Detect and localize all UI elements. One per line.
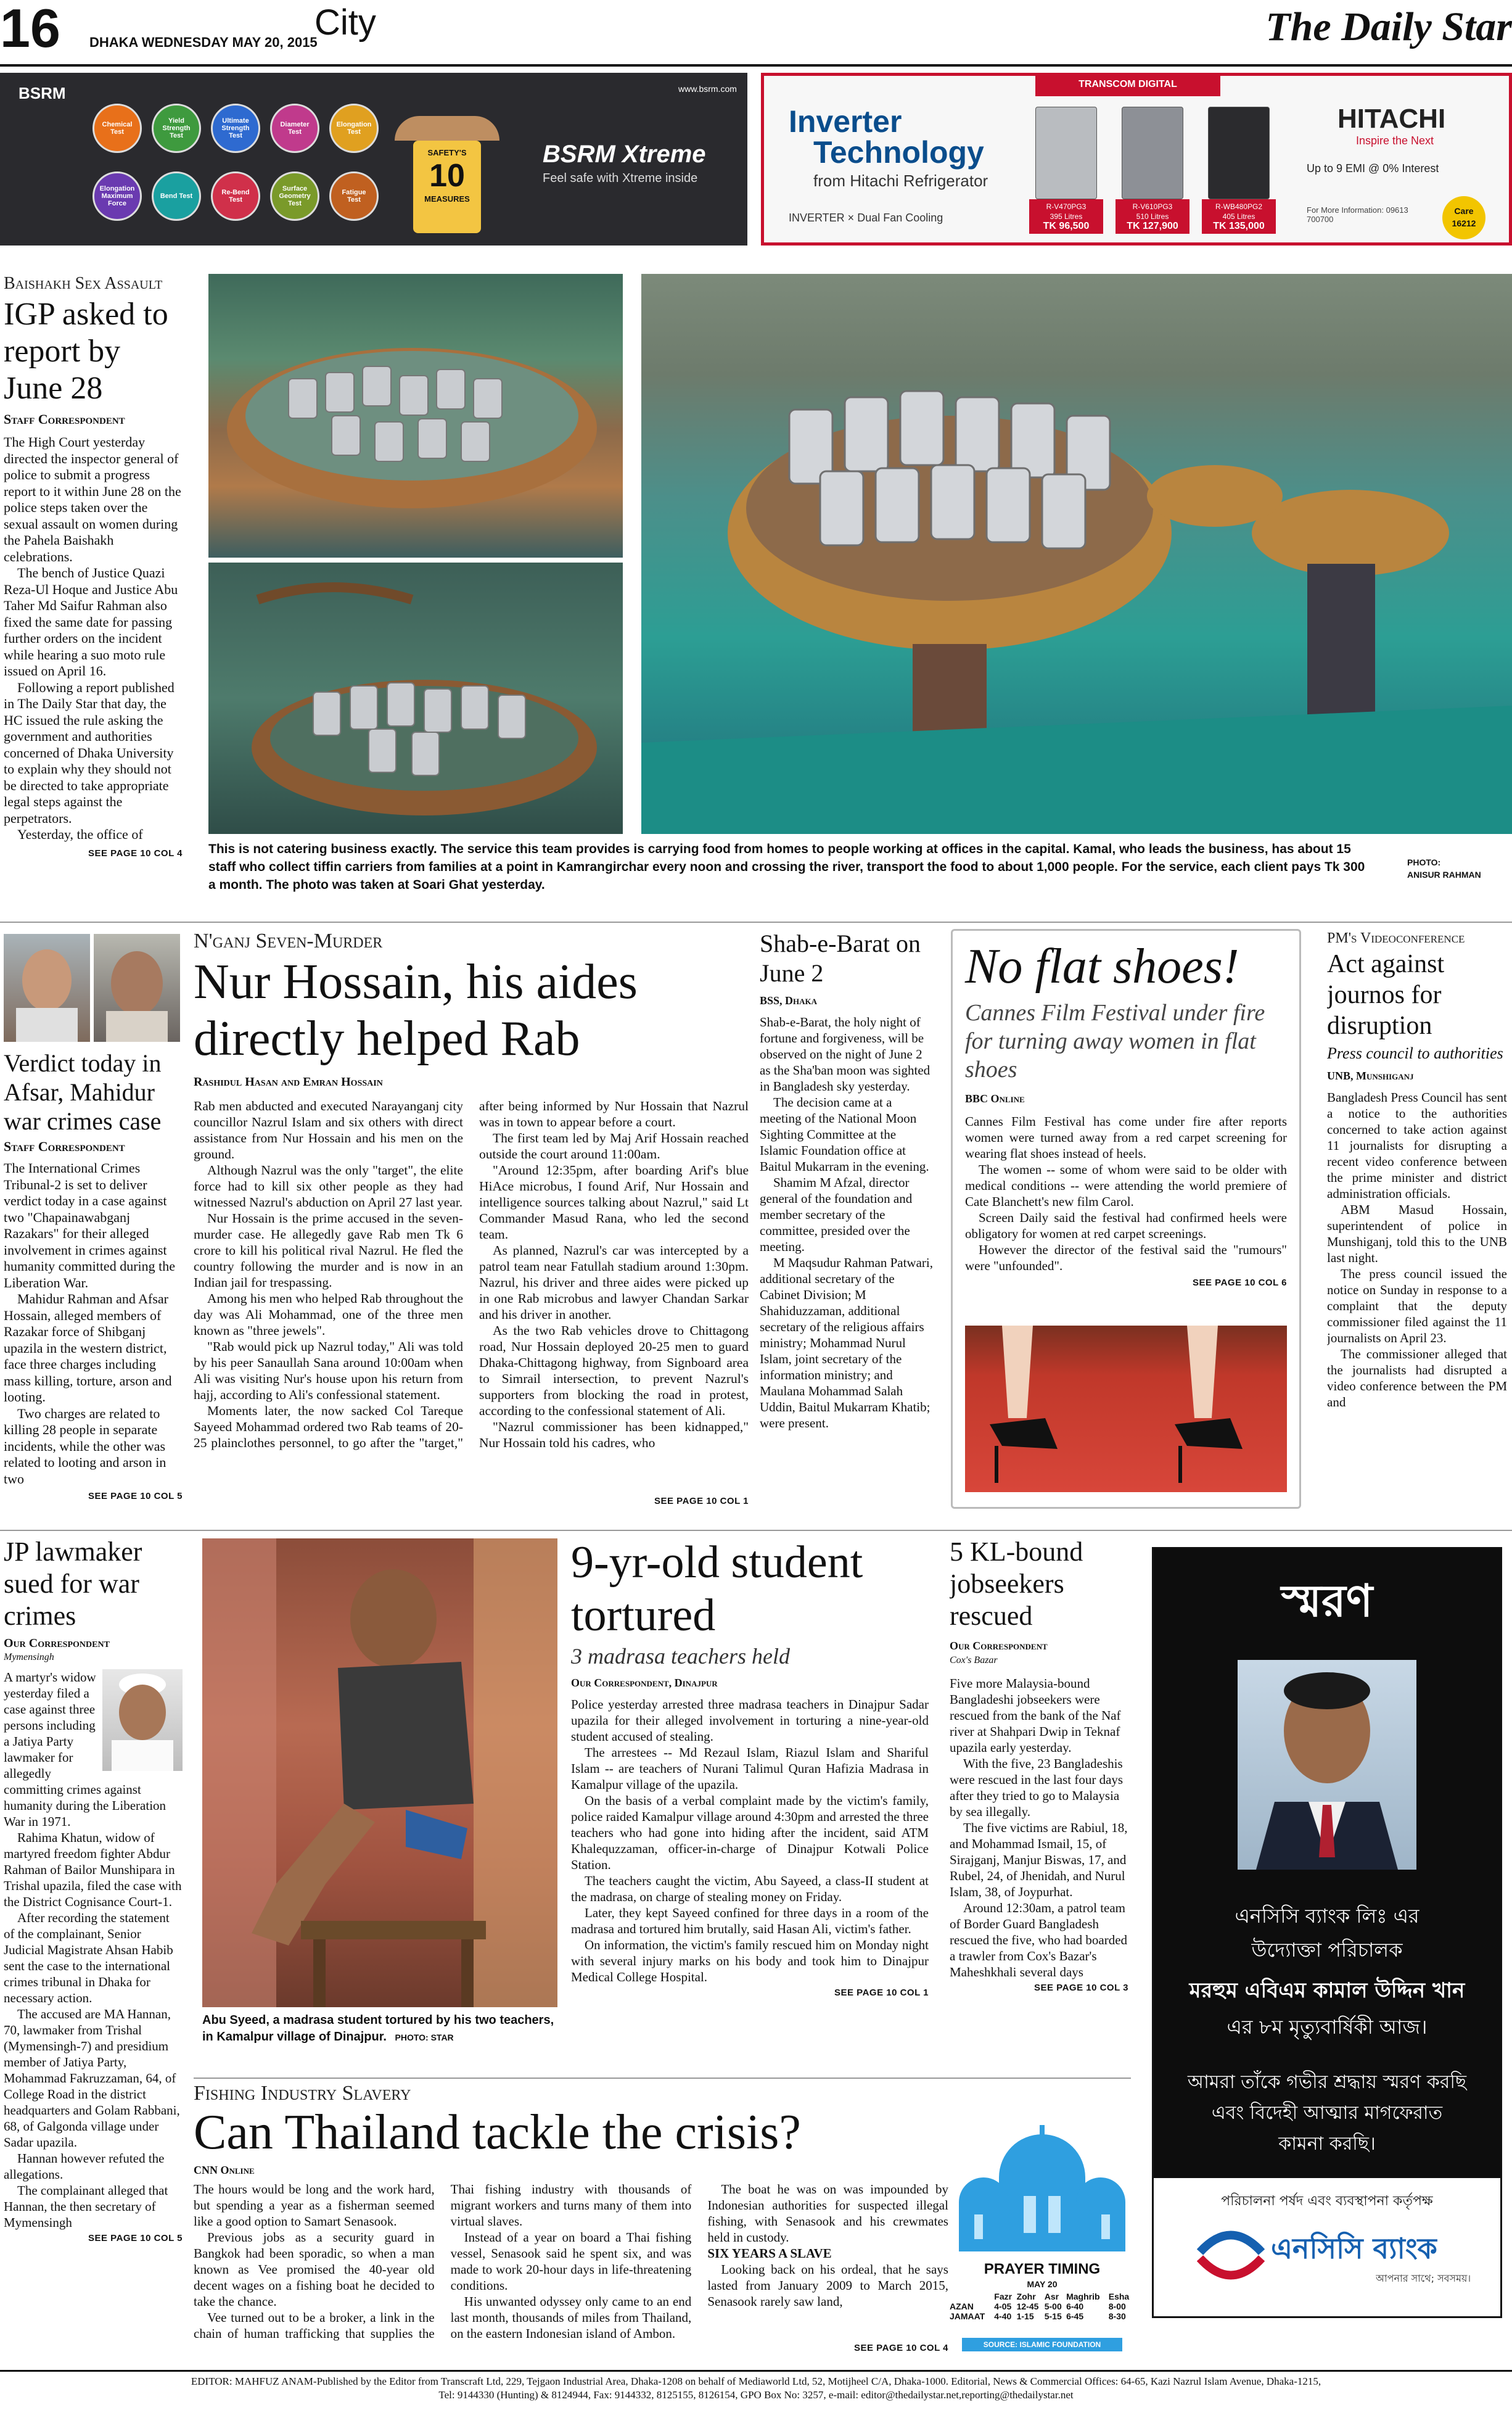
- masthead: [0, 0, 1512, 68]
- hitachi-subtitle: from Hitachi Refrigerator: [813, 171, 988, 190]
- story-kl-jobseekers[interactable]: [950, 1536, 1128, 2103]
- paragraph: The press council issued the notice on Sunday in response to a complaint that the deputy commissioner filed against the 11 journalists on April 23.: [1327, 1266, 1507, 1345]
- fridge-size: 510 Litres: [1136, 212, 1169, 221]
- paragraph: The International Crimes Tribunal-2 is set to deliver verdict today in a case against two "Chapainawabganj Razakars" for their alleged involvement in crimes against humanity committed during the Liberation War.: [4, 1160, 176, 1290]
- ad-memorial[interactable]: [1152, 1547, 1502, 2318]
- paper-logo: The Daily Star: [1265, 4, 1512, 49]
- hitachi-brand-tag: Inspire the Next: [1356, 134, 1434, 147]
- fridge-model: R-V610PG3: [1132, 202, 1173, 211]
- mosque-icon: [950, 2110, 1135, 2264]
- fridge-price-tag: [1116, 199, 1189, 234]
- caption-text: Abu Syeed, a madrasa student tortured by his two teachers, in Kamalpur village of Dinajpur.: [202, 2013, 554, 2044]
- fridge-model-card: [1202, 101, 1276, 242]
- bsrm-brand: BSRM: [18, 84, 66, 102]
- prayer-header: Fazr: [994, 2292, 1013, 2301]
- deck: 3 madrasa teachers held: [571, 1644, 790, 1669]
- deck: Press council to authorities: [1327, 1044, 1503, 1062]
- paragraph: SIX YEARS A SLAVE: [707, 2246, 832, 2261]
- dateline-place: Mymensingh: [4, 1652, 54, 1662]
- paragraph: Rahima Khatun, widow of martyred freedom fighter Abdur Rahman of Bailor Munshipara in Trishal upazila, filed the case with the District Cognisance Court-1.: [4, 1830, 182, 1909]
- bsrm-url: www.bsrm.com: [678, 84, 737, 94]
- paragraph: The High Court yesterday directed the inspector general of police to submit a progress report to it within June 28 on the police steps taken over the sexual assault on women during the Pahela Baishakh celebrations.: [4, 434, 181, 564]
- byline: BBC Online: [965, 1092, 1025, 1105]
- photo-accused-2: [94, 934, 180, 1042]
- story-pm-videoconference[interactable]: [1327, 929, 1507, 1509]
- paragraph: Shab-e-Barat, the holy night of fortune and forgiveness, will be observed on the night of June 2 as the Sha'ban moon was sighted in Bangladesh sky yesterday.: [760, 1015, 931, 1094]
- see-page[interactable]: SEE PAGE 10 COL 1: [654, 1496, 749, 1506]
- paragraph: Among his men who helped Rab throughout the day was Ali Mohammad, one of the three men known as "three jewels".: [194, 1291, 463, 1338]
- paragraph: Rab men abducted and executed Narayanganj city councillor Nazrul Islam and six others with direct assistance from Nur Hossain and his men on the ground.: [194, 1099, 463, 1162]
- footer-imprint: [0, 2375, 1512, 2402]
- story-nur[interactable]: [194, 929, 749, 1509]
- bsrm-test-badge: Diameter Test: [270, 104, 319, 153]
- memorial-line-2: উদ্যোক্তা পরিচালক: [1251, 1938, 1403, 1962]
- fridge-icon: [1208, 107, 1270, 199]
- paragraph: Hannan however refuted the allegations.: [4, 2151, 165, 2182]
- headline: JP lawmaker sued for war crimes: [4, 1537, 142, 1631]
- memorial-line-7: কামনা করছি।: [1278, 2133, 1376, 2155]
- dateline-place: Cox's Bazar: [950, 1655, 998, 1665]
- student-photo-caption: [202, 2012, 557, 2046]
- photo-credit-label: PHOTO:: [1407, 857, 1441, 867]
- headline: Nur Hossain, his aides directly helped Rab: [194, 955, 638, 1066]
- footer-rule: [0, 2370, 1512, 2372]
- byline: Staff Correspondent: [4, 1139, 125, 1154]
- byline: Our Correspondent: [950, 1640, 1048, 1652]
- story-body: [1327, 1089, 1507, 1410]
- paragraph: As planned, Nazrul's car was intercepted by a patrol team near Fatullah stadium around 1:30pm. Nazrul, his driver and three aides were picked up in one Rab microbus and lawyer Chandan Sarkar and his driver in another.: [479, 1243, 749, 1322]
- prayer-time: 4-05: [994, 2301, 1012, 2311]
- paragraph: Bangladesh Press Council has sent a notice to the authorities concerned to take action against 11 journalists for disrupting a recent video conference between the prime minister and district administration officials.: [1327, 1090, 1507, 1201]
- paragraph: Around 12:30am, a patrol team of Border Guard Bangladesh rescued the five, who had boarded a trawler from Cox's Bazar's Maheshkhali several days: [950, 1900, 1128, 1979]
- portrait-graphic: [1238, 1660, 1416, 1870]
- see-page[interactable]: SEE PAGE 10 COL 6: [1193, 1277, 1287, 1288]
- photo-boat-bottom-left: [208, 563, 623, 834]
- paragraph: The decision came at a meeting of the National Moon Sighting Committee at the Islamic Foundation office at Baitul Mukarram in the evening.: [760, 1095, 929, 1174]
- imprint-line-1: EDITOR: MAHFUZ ANAM-Published by the Editor from Transcraft Ltd, 229, Tejgaon Industrial Area, Dhaka-1208 on behalf of Mediaworld Ltd, 52, Motijheel C/A, Dhaka-1000. Editorial, News & Commercial Offices: 64-65, Kazi Nazrul Islam Avenue, Dhaka-1215,: [191, 2375, 1321, 2387]
- paragraph: The bench of Justice Quazi Reza-Ul Hoque and Justice Abu Taher Md Saifur Rahman also fixed the same date for passing further orders on the incident while hearing a suo moto rule issued on April 16.: [4, 565, 178, 679]
- headline: 5 KL-bound jobseekers rescued: [950, 1537, 1083, 1631]
- story-body: [4, 1160, 183, 1487]
- bsrm-test-badge: Bend Test: [152, 171, 201, 221]
- fridge-model: R-V470PG3: [1046, 202, 1087, 211]
- byline: Staff Correspondent: [4, 411, 125, 427]
- fridge-model-card: [1116, 101, 1189, 242]
- prayer-timing-box: [950, 2110, 1135, 2356]
- see-page[interactable]: SEE PAGE 10 COL 5: [88, 2233, 183, 2243]
- prayer-time: 8-30: [1108, 2311, 1126, 2321]
- dateline: DHAKA WEDNESDAY MAY 20, 2015: [89, 35, 318, 50]
- prayer-title: PRAYER TIMING: [984, 2261, 1101, 2277]
- imprint-line-2: Tel: 9144330 (Hunting) & 8124944, Fax: 9144332, 8125155, 8126154, GPO Box No: 3257, e-mail: editor@thedailystar.net,reporting@thedailystar.net: [438, 2389, 1074, 2401]
- tiffin-boat-graphic: [208, 563, 623, 834]
- paragraph: Yesterday, the office of: [17, 827, 143, 842]
- story-thailand[interactable]: [194, 2081, 948, 2359]
- page-number: 16: [0, 0, 60, 57]
- story-shab[interactable]: [760, 929, 935, 1509]
- bsrm-tagline: Feel safe with Xtreme inside: [543, 171, 698, 185]
- story-body: [194, 1098, 749, 1496]
- kicker: Baishakh Sex Assault: [4, 274, 163, 293]
- photo-boat-top-left: [208, 274, 623, 558]
- story-flat-shoes[interactable]: [951, 929, 1301, 1509]
- photo-credit: ANISUR RAHMAN: [1407, 870, 1481, 880]
- prayer-time: 6-45: [1066, 2311, 1084, 2321]
- headline: 9-yr-old student tortured: [571, 1537, 863, 1641]
- prayer-time: 12-45: [1016, 2301, 1039, 2311]
- ad-bsrm[interactable]: [0, 73, 747, 246]
- fridge-model: R-WB480PG2: [1215, 202, 1263, 211]
- byline: Our Correspondent: [4, 1636, 110, 1650]
- paragraph: Instead of a year on board a Thai fishing vessel, Senasook said he spent six, and was made to work 20-hour days in life-threatening conditions.: [450, 2230, 692, 2293]
- paragraph: Shamim M Afzal, director general of the foundation and member secretary of the committee, presided over the meeting.: [760, 1175, 913, 1254]
- paragraph: However the director of the festival said the "rumours" were "unfounded".: [965, 1242, 1287, 1273]
- headline: Act against journos for disruption: [1327, 950, 1445, 1040]
- paragraph: The commissioner alleged that the journalists had disrupted a video conference between the PM and: [1327, 1347, 1507, 1409]
- prayer-row-label: JAMAAT: [950, 2311, 985, 2321]
- bsrm-test-badge: Yield Strength Test: [152, 104, 201, 153]
- kicker: N'ganj Seven-Murder: [194, 930, 383, 952]
- divider: [0, 1530, 1512, 1531]
- paragraph: Mahidur Rahman and Afsar Hossain, alleged members of Razakar force of Shibganj upazila in the western district, face three charges including mass killing, torture, arson and looting.: [4, 1291, 172, 1405]
- photo-caption: This is not catering business exactly. The service this team provides is carrying food from homes to people working at offices in the capital. Kamal, who leads the business, has about 15 staff who collect tiffin carriers from families at a point in Kamrangirchar every noon and crossing the river, transport the food to about 1,000 people. For the service, each client pays Tk 300 a month. The photo was taken at Soari Ghat yesterday.: [208, 842, 1365, 892]
- story-jp-lawmaker[interactable]: [4, 1536, 183, 2359]
- hitachi-features: INVERTER × Dual Fan Cooling: [789, 212, 943, 224]
- bsrm-product: BSRM Xtreme: [543, 141, 706, 168]
- deck: Cannes Film Festival under fire for turning away women in flat shoes: [965, 1000, 1265, 1083]
- paragraph: The first team led by Maj Arif Hossain reached outside the court around 11:00am.: [479, 1131, 749, 1162]
- paragraph: Later, they kept Sayeed confined for three days in a room of the madrasa and tortured him brutally, said Hasan Ali, victim's father.: [571, 1905, 929, 1936]
- paragraph: Looking back on his ordeal, that he says lasted from January 2009 to March 2015, Senasook rarely saw land,: [707, 2262, 948, 2309]
- fridge-icon: [1122, 107, 1183, 199]
- bsrm-test-badge: Chemical Test: [92, 104, 142, 153]
- student-graphic: [202, 1538, 557, 2007]
- portrait-graphic: [4, 934, 90, 1042]
- fridge-lineup: [1029, 101, 1288, 242]
- headline: Can Thailand tackle the crisis?: [194, 2105, 801, 2160]
- paragraph: The complainant alleged that Hannan, the then secretary of Mymensingh: [4, 2183, 168, 2230]
- fridge-price-tag: [1029, 199, 1103, 234]
- fridge-price: TK 135,000: [1213, 221, 1265, 231]
- prayer-time: 5-15: [1044, 2311, 1062, 2321]
- divider: [0, 922, 1512, 923]
- bsrm-test-badge: Ultimate Strength Test: [211, 104, 260, 153]
- photo-credit: PHOTO: STAR: [395, 2032, 454, 2042]
- section-name: City: [314, 2, 376, 43]
- prayer-time: 5-00: [1044, 2301, 1062, 2311]
- paragraph: "Nazrul commissioner has been kidnapped," Nur Hossain told his cadres, who: [479, 1419, 749, 1450]
- paragraph: As the two Rab vehicles drove to Chittagong road, Nur Hossain deployed 20-25 men to guard Dhaka-Chittagong highway, from Signboard area to Simrail intersection, to prevent Nazrul's supporters from blocking the road in protest, according to the confessional statement of Ali.: [479, 1323, 749, 1418]
- paragraph: The women -- some of whom were said to be older with medical conditions -- were attending the world premiere of Cate Blanchett's new film Carol.: [965, 1162, 1287, 1209]
- prayer-date: MAY 20: [1027, 2279, 1058, 2289]
- prayer-time: 1-15: [1016, 2311, 1034, 2321]
- masthead-rule: [0, 64, 1512, 67]
- paragraph: Cannes Film Festival has come under fire after reports women were turned away from a red carpet screening for wearing flat shoes instead of heels.: [965, 1114, 1287, 1161]
- byline: BSS, Dhaka: [760, 994, 818, 1007]
- hitachi-offer: Up to 9 EMI @ 0% Interest: [1307, 162, 1439, 175]
- photo-accused-1: [4, 934, 90, 1042]
- ncc-bank-tagline: আপনার সাথে; সবসময়।: [1376, 2272, 1471, 2284]
- paragraph: The arrestees -- Md Rezaul Islam, Riazul Islam and Shariful Islam -- are teachers of Nurani Talimul Quran Hafizia Madrasa in Kamalpur village of the upazila.: [571, 1745, 929, 1792]
- fridge-size: 405 Litres: [1222, 212, 1255, 221]
- prayer-time: 6-40: [1066, 2301, 1084, 2311]
- fridge-price: TK 96,500: [1043, 221, 1090, 231]
- paragraph: Moments later, the now sacked Col Tareque Sayeed Mohammad ordered two Rab teams of 20-25 plainclothes personnel, to go after the "target," after being informed by Nur Hossain that Nazrul was in town to appear before a court.: [194, 1099, 749, 1450]
- bsrm-test-badge: Elongation Maximum Force: [92, 171, 142, 221]
- headline: Shab-e-Barat on June 2: [760, 930, 921, 987]
- portrait-graphic: [102, 1669, 183, 1771]
- porter-baskets-graphic: [641, 274, 1512, 834]
- paragraph: The hours would be long and the work hard, but spending a year as a fisherman seemed like a good option to Samart Senasook.: [194, 2182, 435, 2229]
- prayer-source: SOURCE: ISLAMIC FOUNDATION: [962, 2338, 1122, 2351]
- prayer-header-row: [950, 2292, 1135, 2301]
- story-body: [965, 1113, 1287, 1274]
- headline: No flat shoes!: [965, 939, 1239, 994]
- bsrm-test-badge: Elongation Test: [329, 104, 379, 153]
- paragraph: A martyr's widow yesterday filed a case against three persons including a Jatiya Party lawmaker for allegedly committing crimes against humanity during the Liberation War in 1971.: [4, 1670, 166, 1829]
- prayer-row-azan: [950, 2301, 1135, 2311]
- prayer-time: 8-00: [1108, 2301, 1126, 2311]
- fridge-icon: [1035, 107, 1097, 199]
- photo-red-carpet: [965, 1326, 1287, 1492]
- prayer-time: 4-40: [994, 2311, 1012, 2321]
- story-body: [950, 1675, 1128, 1980]
- fridge-price-tag: [1202, 199, 1276, 234]
- byline: Our Correspondent, Dinajpur: [571, 1677, 718, 1689]
- photo-tortured-student: [202, 1538, 557, 2007]
- paragraph: Vee turned out to be a broker, a link in the chain of human trafficking that supplies the Thai fishing industry with thousands of migrant workers and turns many of them into virtual slaves.: [194, 2182, 692, 2341]
- memorial-line-5: আমরা তাঁকে গভীর শ্রদ্ধায় স্মরণ করছি: [1187, 2071, 1467, 2093]
- prayer-header: Zohr: [1016, 2292, 1036, 2301]
- paragraph: "Rab would pick up Nazrul today," Ali was told by his peer Sanaullah Sana around 10:00am when Ali was visiting Nur's house upon his return from hajj, according to Ali's confessional statement.: [194, 1339, 463, 1402]
- see-page[interactable]: SEE PAGE 10 COL 4: [88, 848, 183, 859]
- paragraph: Nur Hossain is the prime accused in the seven-murder case. He allegedly gave Rab men Tk 6 crore to kill his political rival Nazrul. He fled the country following the murder and is now in an Indian jail for trespassing.: [194, 1211, 463, 1290]
- photo-porter-main: [641, 274, 1512, 834]
- byline: UNB, Munshiganj: [1327, 1070, 1414, 1082]
- prayer-header: Asr: [1044, 2292, 1059, 2301]
- paragraph: Two charges are related to killing 28 people in separate incidents, while the other was related to looting and arson in two: [4, 1405, 166, 1487]
- divider: [194, 2078, 1131, 2079]
- see-page[interactable]: SEE PAGE 10 COL 4: [854, 2343, 948, 2353]
- paragraph: On the basis of a verbal complaint made by the victim's family, police raided Kamalpur village around 4:30pm and arrested the three teachers who had gone into hiding after the incident, said ATM Khalequzzaman, officer-in-charge of Dinajpur Kotwali Police Station.: [571, 1793, 929, 1872]
- hitachi-brand: HITACHI: [1337, 104, 1446, 134]
- story-body: [4, 434, 183, 843]
- kicker: Fishing Industry Slavery: [194, 2082, 411, 2105]
- safety-badge: SAFETY'S 10 MEASURES: [413, 141, 481, 233]
- see-page[interactable]: SEE PAGE 10 COL 1: [834, 1987, 929, 1998]
- paragraph: After recording the statement of the complainant, Senior Judicial Magistrate Ahsan Habib sent the case to the international crimes tribunal in Dhaka for necessary action.: [4, 1910, 173, 2005]
- paragraph: The five victims are Rabiul, 18, and Mohammad Ismail, 15, of Sirajganj, Manjur Biswas, 17, and Rubel, 24, of Jhenidah, and Nurul Islam, 38, of Joypurhat.: [950, 1820, 1128, 1899]
- paragraph: Following a report published in The Daily Star that day, the HC issued the rule asking the government and authorities concerned of Dhaka University to explain why they should not be directed to take appropriate legal steps against the perpetrators.: [4, 679, 175, 826]
- bsrm-test-badge: Surface Geometry Test: [270, 171, 319, 221]
- memorial-title: স্মরণ: [1281, 1575, 1373, 1627]
- paragraph: ABM Masud Hossain, superintendent of police in Munshiganj, told this to the UNB last night.: [1327, 1202, 1507, 1265]
- ncc-bank-name: এনসিসি ব্যাংক: [1271, 2232, 1437, 2265]
- paragraph: "Around 12:35pm, after boarding Arif's blue HiAce microbus, I found Arif, Nur Hossain and intelligence sources talking about Nazrul," said Lt Commander Masud Rana, who led the second team.: [479, 1163, 749, 1242]
- paragraph: M Maqsudur Rahman Patwari, additional secretary of the Cabinet Division; M Shahiduzzaman, additional secretary of the religious affairs ministry; Mohammad Nurul Islam, joint secretary of the information ministry; and Maulana Mohammad Salah Uddin, Baitul Mukarram Khatib; were present.: [760, 1255, 933, 1430]
- prayer-header: Maghrib: [1066, 2292, 1100, 2301]
- ncc-logo-icon: [1197, 2224, 1265, 2280]
- memorial-sponsor: পরিচালনা পর্ষদ এবং ব্যবস্থাপনা কর্তৃপক্ষ: [1221, 2193, 1433, 2209]
- see-page[interactable]: SEE PAGE 10 COL 3: [1034, 1983, 1128, 1993]
- dealer-tab: TRANSCOM DIGITAL: [1035, 73, 1220, 96]
- paragraph: The teachers caught the victim, Abu Sayeed, a class-II student at the madrasa, on charge of stealing money on Friday.: [571, 1873, 929, 1904]
- headline: Verdict today in Afsar, Mahidur war crimes case: [4, 1049, 162, 1135]
- paragraph: His unwanted odyssey only came to an end last month, thousands of miles from Thailand, on the eastern Indonesian island of Ambon.: [450, 2294, 692, 2341]
- paragraph: Five more Malaysia-bound Bangladeshi jobseekers were rescued from the bank of the Naf river at Shahpari Dwip in Teknaf upazila early yesterday.: [950, 1676, 1121, 1755]
- kicker: PM's Videoconference: [1327, 930, 1465, 946]
- bsrm-test-grid: [92, 104, 401, 239]
- story-body: [571, 1696, 929, 1985]
- fridge-model-card: [1029, 101, 1103, 242]
- portrait-graphic: [94, 934, 180, 1042]
- fridge-price: TK 127,900: [1127, 221, 1178, 231]
- tiffin-boat-graphic: [208, 274, 623, 558]
- hitachi-title-1: Inverter: [789, 104, 902, 139]
- byline: Rashidul Hasan and Emran Hossain: [194, 1075, 383, 1089]
- memorial-line-1: এনসিসি ব্যাংক লিঃ এর: [1235, 1904, 1420, 1928]
- heels-graphic: [965, 1326, 1287, 1492]
- headline: IGP asked to report by June 28: [4, 297, 168, 406]
- paragraph: Police yesterday arrested three madrasa teachers in Dinajpur Sadar upazila for their alleged involvement in torturing a nine-year-old student accused of stealing.: [571, 1697, 929, 1744]
- hands-graphic: [395, 116, 499, 141]
- prayer-row-label: AZAN: [950, 2301, 974, 2311]
- memorial-line-3: মরহুম এবিএম কামাল উদ্দিন খান: [1189, 1978, 1465, 2003]
- story-student[interactable]: [571, 1536, 929, 2054]
- see-page[interactable]: SEE PAGE 10 COL 5: [88, 1491, 183, 1501]
- care-badge: Care 16212: [1442, 196, 1485, 239]
- prayer-row-jamaat: [950, 2311, 1135, 2321]
- fridge-size: 395 Litres: [1050, 212, 1083, 221]
- byline: CNN Online: [194, 2164, 255, 2176]
- story-igp[interactable]: [4, 274, 183, 922]
- story-body: [194, 2181, 948, 2343]
- paragraph: The accused are MA Hannan, 70, lawmaker from Trishal (Mymensingh-7) and presidium member of Jatiya Party, Mohammad Fakruzzaman, 64, of College Road in the district headquarters and Golam Rabbani, 68, of Galgonda village under Sadar upazila.: [4, 2007, 180, 2150]
- paragraph: Previous jobs as a security guard in Bangkok had been sporadic, so when a man known as Vee promised the 40-year old decent wages on a fishing boat he decided to take the chance.: [194, 2230, 435, 2309]
- paragraph: With the five, 23 Bangladeshis were rescued in the last four days after they tried to go to Malaysia by sea illegally.: [950, 1756, 1124, 1819]
- bsrm-test-badge: Re-Bend Test: [211, 171, 260, 221]
- memorial-portrait: [1238, 1660, 1416, 1870]
- paragraph: Although Nazrul was the only "target", the elite force had to kill six other people as they had witnessed Nazrul's abduction on April 27 last year.: [194, 1163, 463, 1210]
- prayer-table: [950, 2292, 1135, 2321]
- bsrm-test-badge: Fatigue Test: [329, 171, 379, 221]
- prayer-header: Esha: [1108, 2292, 1130, 2301]
- story-body: [760, 1014, 935, 1431]
- ad-hitachi[interactable]: [761, 73, 1512, 246]
- hitachi-title-2: Technology: [813, 135, 984, 170]
- photo-lawmaker: [102, 1669, 183, 1771]
- paragraph: Screen Daily said the festival had confirmed heels were obligatory for women at red carpet screenings.: [965, 1210, 1287, 1241]
- paragraph: On information, the victim's family rescued him on Monday night with several injury marks on his body and took him to Dinajpur Medical College Hospital.: [571, 1937, 929, 1984]
- memorial-line-4: এর ৮ম মৃত্যুবার্ষিকী আজ।: [1226, 2015, 1428, 2039]
- paragraph: The boat he was on was impounded by Indonesian authorities for suspected illegal fishing, with Senasook and his crewmates held in custody.: [707, 2182, 948, 2245]
- story-verdict[interactable]: [4, 1049, 183, 1530]
- memorial-line-6: এবং বিদেহী আত্মার মাগফেরাত: [1211, 2102, 1443, 2124]
- hitachi-info: For More Information: 09613 700700: [1307, 205, 1408, 224]
